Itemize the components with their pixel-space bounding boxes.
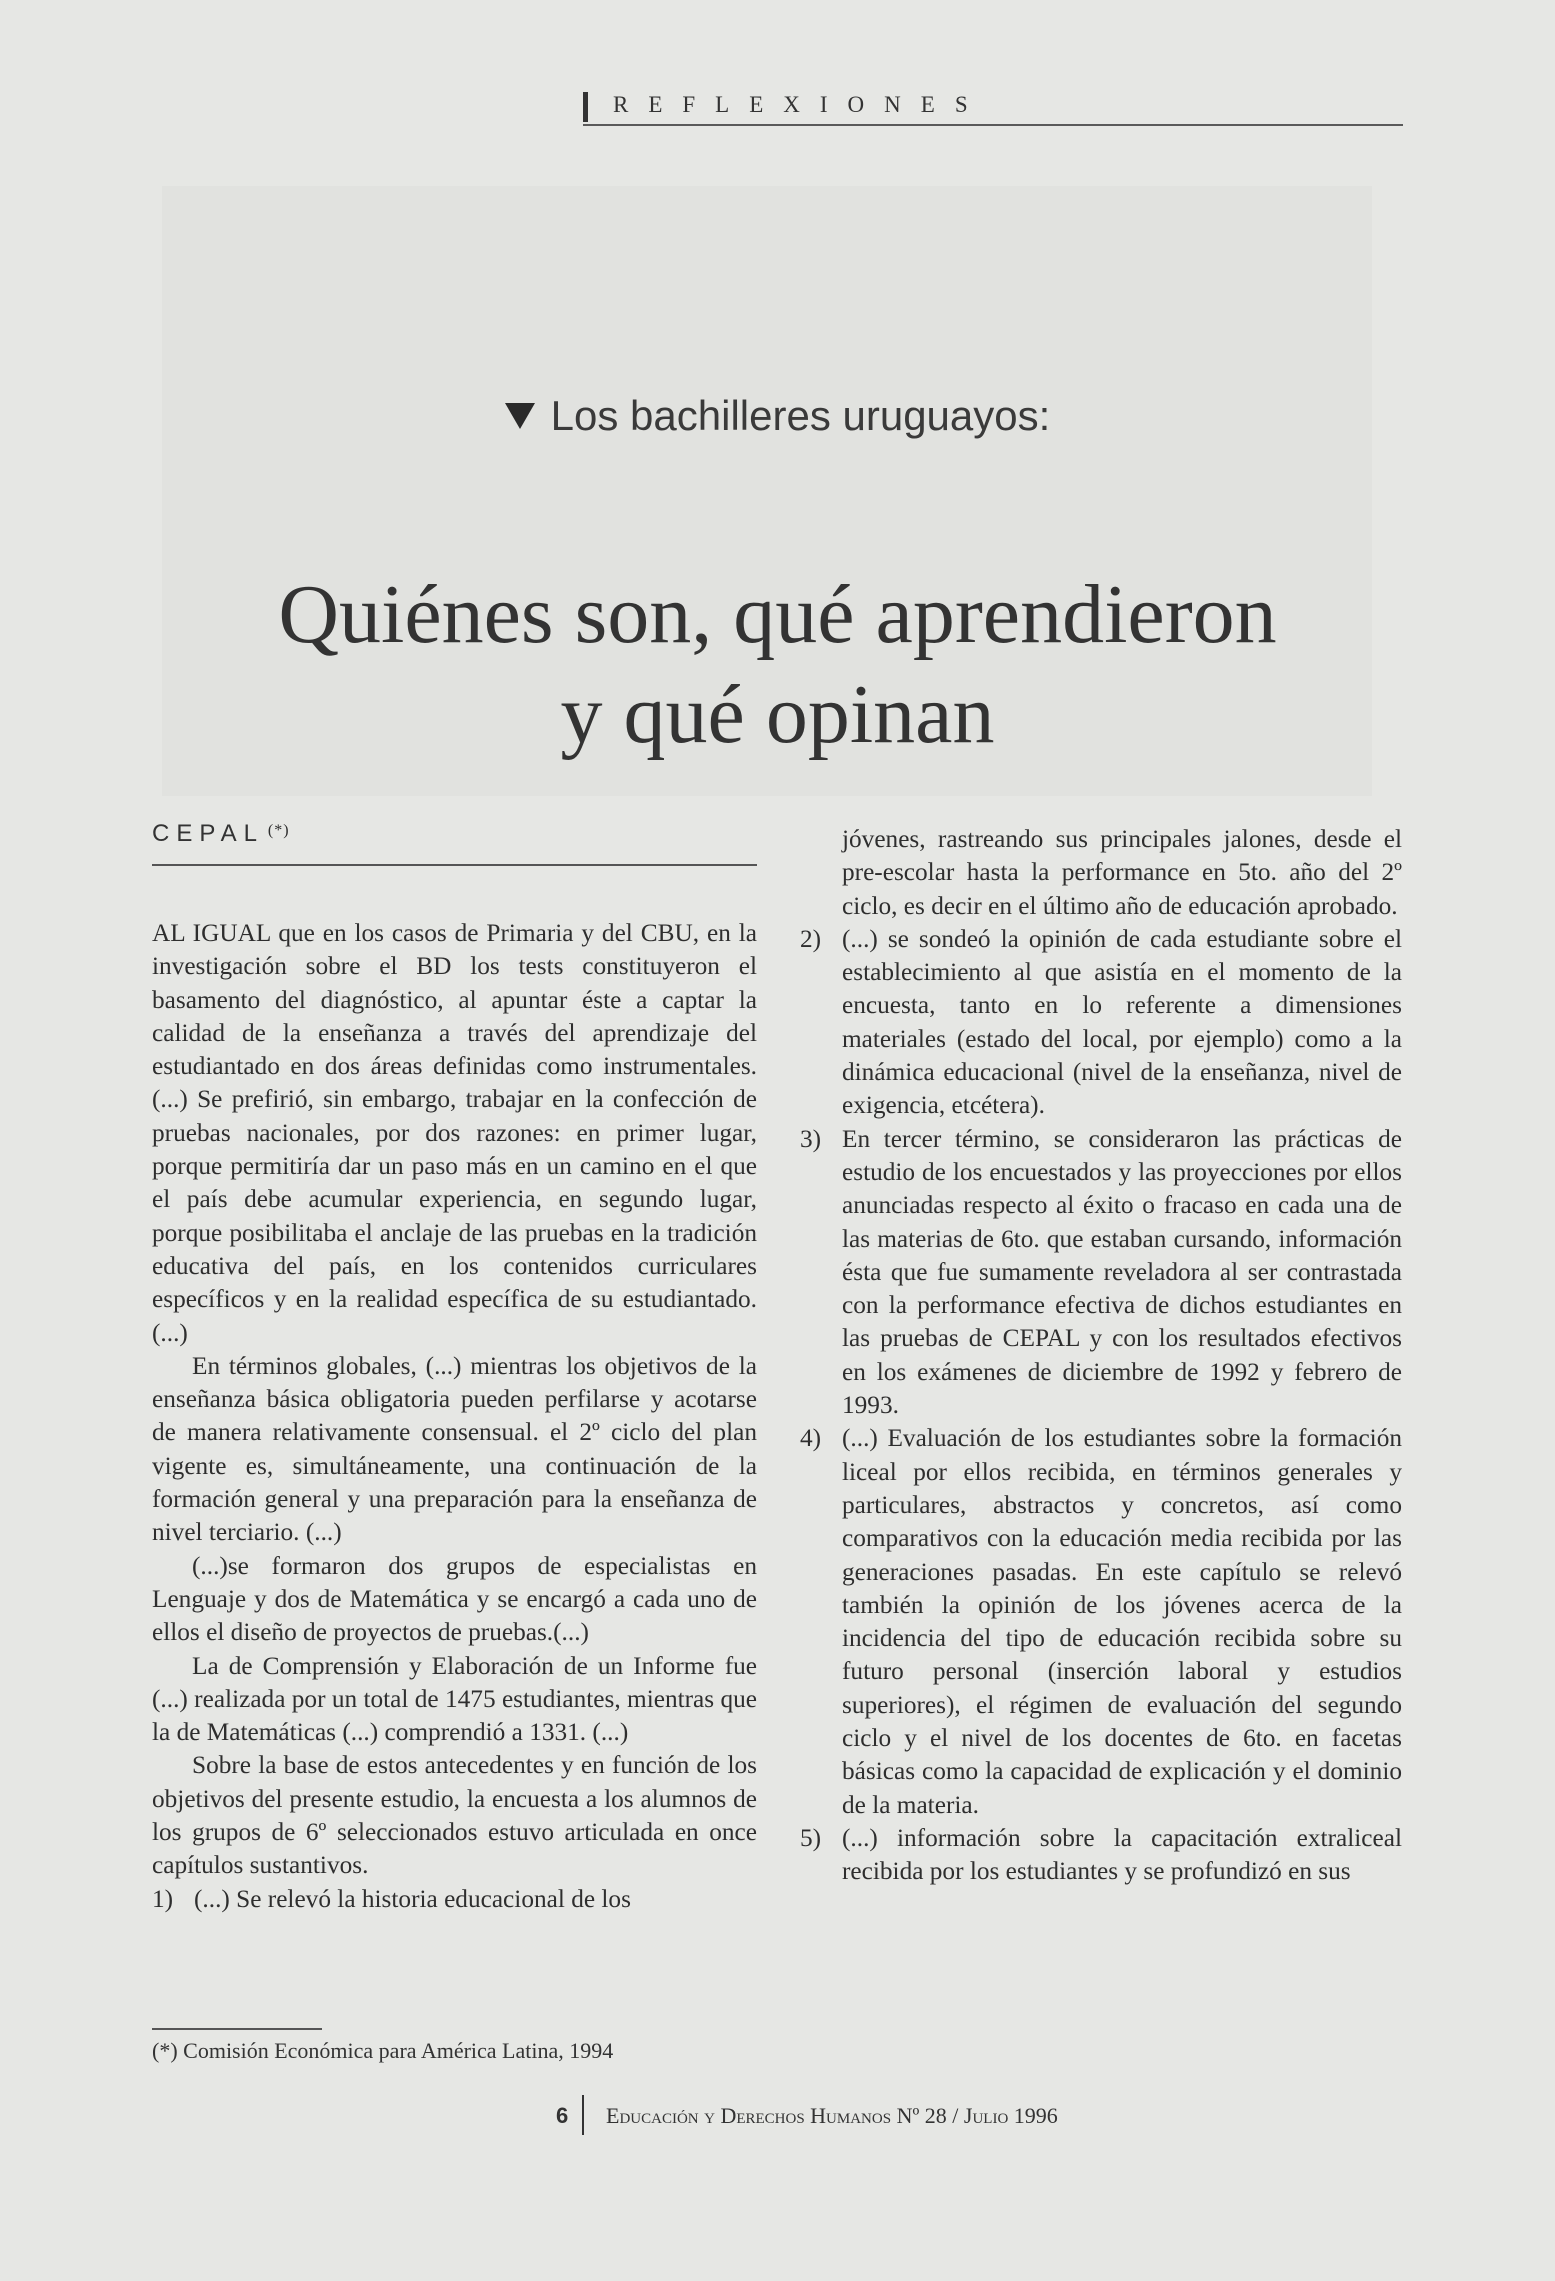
footnote: (*) Comisión Económica para América Latina, 1994 [152,2038,614,2063]
paragraph-5: Sobre la base de estos antecedentes y en función de los objetivos del presente estudio, la encuesta a los alumnos de los grupos de 6º seleccionados estuvo articulada en once capítulos sustantivos. [152,1751,757,1880]
list-item-3-text: En tercer término, se consideraron las prácticas de estudio de los encuestados y las proyecciones por ellos anunciadas respecto al éxito o fracaso en cada una de las materias de 6to. que estaban cursando, información ésta que fue sumamente reveladora al ser contrastada con la performance efectiva de dichos estudiantes en las pruebas de CEPAL y con los resultados efectivos en los exámenes de diciembre de 1992 y febrero de 1993. [842,1124,1402,1420]
left-column [152,917,757,1916]
page-number: 6 [556,2103,569,2128]
author-name: CEPAL [152,820,264,847]
article-title [0,565,1555,765]
list-item-3 [800,1123,1402,1423]
list-item-4-number: 4) [800,1424,822,1453]
list-item-2-text: (...) se sondeó la opinión de cada estudiante sobre el establecimiento al que asistía en el momento de la encuesta, tanto en lo referente a dimensiones materiales (estado del local, por ejemplo) como a la dinámica educacional (nivel de la enseñanza, nivel de exigencia, etcétera). [842,924,1402,1120]
title-line-2: y qué opinan [560,668,995,761]
list-item-1-text: (...) Se relevó la historia educacional de los [194,1884,631,1913]
author-footnote-mark: (*) [267,821,290,839]
list-item-5-number: 5) [800,1823,822,1852]
paragraph-3: (...)se formaron dos grupos de especialistas en Lenguaje y dos de Matemática y se encargó a cada uno de ellos el diseño de proyectos de pruebas.(...) [152,1551,757,1647]
title-line-1: Quiénes son, qué aprendieron [278,568,1277,661]
footnote-rule [152,2028,322,2030]
list-item-2 [800,923,1402,1123]
triangle-bullet-icon [505,403,535,429]
list-item-1-continuation: jóvenes, rastreando sus principales jalones, desde el pre-escolar hasta la performance en 5to. año del 2º ciclo, es decir en el último año de educación aprobado. [842,825,1402,920]
list-item-4 [800,1422,1402,1822]
journal-citation: Educación y Derechos Humanos Nº 28 / Julio 1996 [606,2103,1058,2128]
kicker [0,392,1555,440]
list-item-1-number: 1) [152,1884,174,1913]
footer-divider [582,2095,584,2135]
list-item-4-text: (...) Evaluación de los estudiantes sobre la formación liceal por ellos recibida, en términos generales y particulares, abstractos y concretos, así como comparativos con la educación media recibida por las generaciones pasadas. En este capítulo se relevó también la opinión de los jóvenes acerca de la incidencia del tipo de educación recibida sobre su futuro personal (inserción laboral y estudios superiores), el régimen de evaluación del segundo ciclo y el nivel de los docentes de 6to. en facetas básicas como la capacidad de explicación y el dominio de la materia. [842,1424,1402,1819]
list-item-5-text: (...) información sobre la capacitación extraliceal recibida por los estudiantes y se profundizó en sus [842,1823,1402,1886]
running-header [583,90,1403,126]
list-item-5 [800,1822,1402,1889]
paragraph-1: AL IGUAL que en los casos de Primaria y del CBU, en la investigación sobre el BD los tests constituyeron el basamento del diagnóstico, al apuntar éste a captar la calidad de la enseñanza a través del aprendizaje del estudiantado en dos áreas definidas como instrumentales. (...) Se prefirió, sin embargo, trabajar en la confección de pruebas nacionales, por dos razones: en primer lugar, porque permitiría dar un paso más en un camino en el que el país debe acumular experiencia, en segundo lugar, porque posibilitaba el anclaje de las pruebas en la tradición educativa del país, en los contenidos curriculares específicos y en la realidad específica de su estudiantado. (...) [152,919,757,1347]
kicker-text: Los bachilleres uruguayos: [550,392,1051,439]
list-item-1 [152,1883,757,1916]
section-label: REFLEXIONES [613,92,988,117]
paragraph-2: En términos globales, (...) mientras los objetivos de la enseñanza básica obligatoria pueden perfilarse y acotarse de manera relativamente consensual. el 2º ciclo del plan vigente es, simultáneamente, una continuación de la formación general y una preparación para la enseñanza de nivel terciario. (...) [152,1351,757,1547]
list-item-2-number: 2) [800,924,822,953]
paragraph-4: La de Comprensión y Elaboración de un Informe fue (...) realizada por un total de 1475 estudiantes, mientras que la de Matemáticas (...) comprendió a 1331. (...) [152,1651,757,1747]
right-column [800,823,1402,1889]
author-byline [152,820,757,866]
list-item-3-number: 3) [800,1124,822,1153]
header-bar [583,92,588,122]
